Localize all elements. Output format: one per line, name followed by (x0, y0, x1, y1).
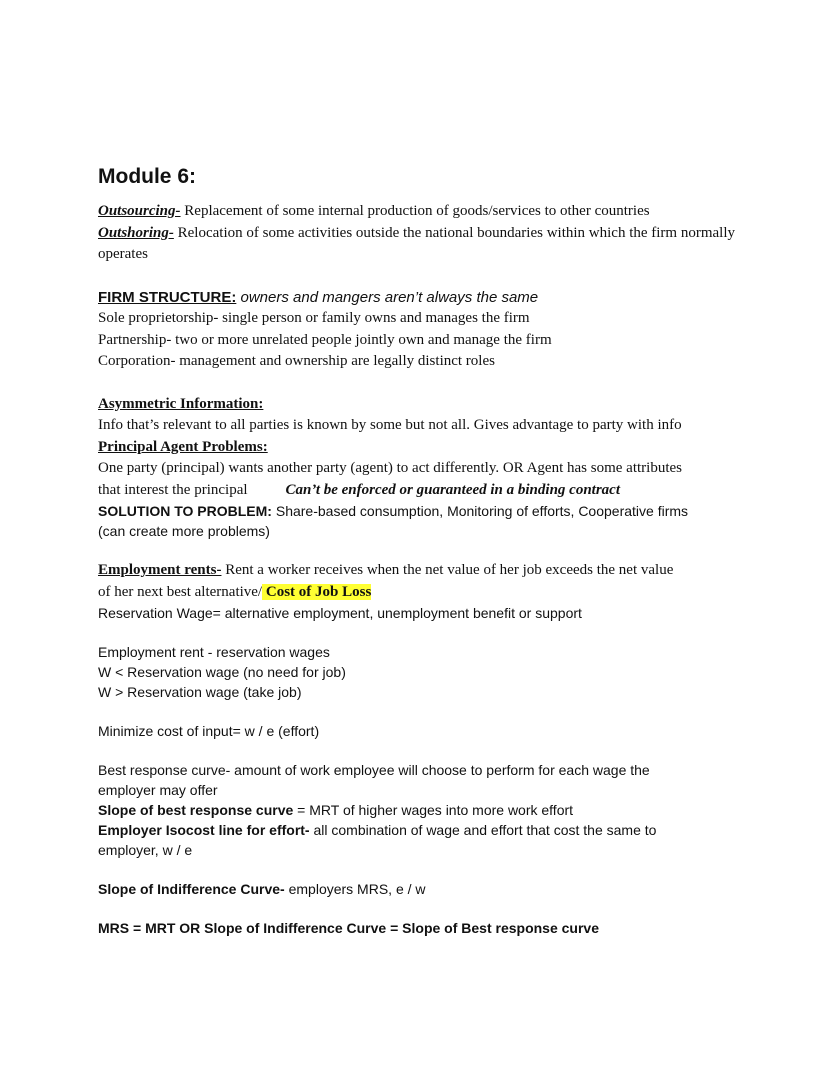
outshoring-definition (98, 223, 748, 266)
outsourcing-term: Outsourcing- (98, 203, 181, 219)
isocost-label: Employer Isocost line for effort- (98, 822, 310, 838)
solution-text: Share-based consumption, Monitoring of efforts, Cooperative firms (271, 503, 689, 519)
outsourcing-definition (98, 201, 748, 223)
firm-structure-note: owners and mangers aren’t always the same (236, 288, 539, 306)
minimize-cost-line: Minimize cost of input= w / e (effort) (98, 723, 320, 739)
isocost-line-2: employer, w / e (98, 842, 193, 858)
employment-rents-line (98, 560, 748, 582)
employment-rents-term: Employment rents- (98, 562, 222, 578)
document-page (98, 163, 748, 938)
principal-agent-text-2a: that interest the principal (98, 481, 248, 498)
firm-item: Partnership- two or more unrelated people jointly own and manage the firm (98, 331, 552, 348)
employment-rents-line-2 (98, 582, 748, 604)
final-equation: MRS = MRT OR Slope of Indifference Curve = Slope of Best response curve (98, 920, 599, 936)
reservation-wage-line: Reservation Wage= alternative employment, unemployment benefit or support (98, 605, 582, 621)
isocost-text: all combination of wage and effort that cost the same to (309, 822, 657, 838)
indifference-label: Slope of Indifference Curve- (98, 881, 285, 897)
page-title: Module 6: (98, 165, 196, 188)
solution-text-2: (can create more problems) (98, 523, 270, 539)
principal-agent-text-2 (98, 480, 748, 502)
asymmetric-heading: Asymmetric Information: (98, 395, 264, 412)
firm-item: Corporation- management and ownership are legally distinct roles (98, 353, 495, 369)
wage-line: W > Reservation wage (take job) (98, 684, 302, 700)
employment-rents-text-2: of her next best alternative/ (98, 583, 263, 600)
wage-line: W < Reservation wage (no need for job) (98, 664, 346, 680)
principal-agent-text: One party (principal) wants another party (agent) to act differently. OR Agent has some attributes (98, 460, 682, 476)
best-response-line: Best response curve- amount of work employee will choose to perform for each wage the (98, 762, 650, 778)
asymmetric-text: Info that’s relevant to all parties is known by some but not all. Gives advantage to party with info (98, 417, 682, 433)
employment-rents-text: Rent a worker receives when the net value of her job exceeds the net value (221, 562, 674, 578)
outshoring-term: Outshoring- (98, 224, 174, 241)
slope-best-response-text: = MRT of higher wages into more work effort (293, 802, 574, 818)
principal-agent-heading: Principal Agent Problems: (98, 438, 268, 455)
firm-structure-heading: FIRM STRUCTURE: (98, 288, 237, 306)
firm-item: Sole proprietorship- single person or family owns and manages the firm (98, 310, 530, 326)
cost-of-job-loss-highlight: Cost of Job Loss (262, 583, 372, 600)
isocost-line (98, 820, 748, 840)
slope-best-response-line (98, 800, 748, 820)
principal-agent-emphasis: Can’t be enforced or guaranteed in a binding contract (285, 481, 620, 498)
slope-best-response-label: Slope of best response curve (98, 802, 294, 818)
best-response-line-2: employer may offer (98, 782, 218, 798)
outshoring-text: Relocation of some activities outside the national boundaries within which the firm normally operates (98, 224, 735, 262)
solution-line (98, 501, 748, 521)
wage-line: Employment rent - reservation wages (98, 644, 330, 660)
indifference-text: employers MRS, e / w (284, 881, 426, 897)
outsourcing-text: Replacement of some internal production of goods/services to other countries (180, 203, 650, 219)
indifference-line (98, 879, 748, 899)
solution-label: SOLUTION TO PROBLEM: (98, 503, 272, 519)
firm-structure-heading-line (98, 287, 748, 309)
